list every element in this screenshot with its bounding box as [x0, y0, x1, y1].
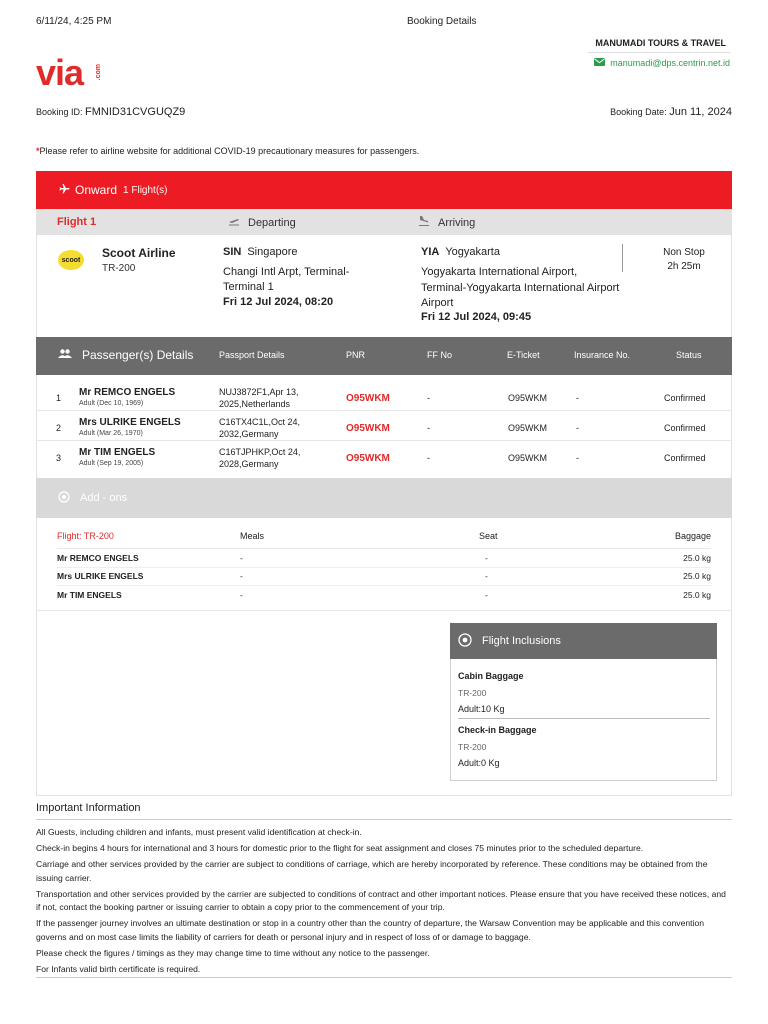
airline-flight-number: TR-200 — [102, 263, 136, 274]
stops-label: Non Stop — [663, 247, 705, 258]
addon-seat: - — [485, 590, 488, 600]
addon-meals: - — [240, 571, 243, 581]
info-line: Please check the figures / timings as they may change time to time without any notice to the passenger. — [36, 947, 430, 958]
departing-label: Departing — [248, 216, 296, 229]
passenger-status: Confirmed — [664, 423, 706, 433]
flight-inclusions-header — [450, 623, 717, 659]
departing-header — [228, 216, 296, 229]
passenger-ff: - — [427, 393, 430, 403]
arrival-city-name: Yogyakarta — [445, 246, 500, 258]
passenger-dob: Adult (Dec 10, 1969) — [79, 400, 144, 407]
arrival-time: Fri 12 Jul 2024, 09:45 — [421, 311, 532, 323]
cabin-baggage-flight: TR-200 — [458, 688, 487, 698]
passenger-passport: C16TX4C1L,Oct 24, 2032,Germany — [219, 417, 301, 439]
print-datetime: 6/11/24, 4:25 PM — [36, 16, 112, 27]
flight-number-label: Flight 1 — [57, 216, 97, 228]
table-row — [36, 441, 732, 471]
addon-passenger: Mr REMCO ENGELS — [57, 553, 139, 563]
passenger-dob: Adult (Mar 26, 1970) — [79, 430, 143, 437]
passenger-eticket: O95WKM — [508, 393, 548, 403]
info-line: If the passenger journey involves an ultimate destination or stop in a country other than the country of departure, the Warsaw Convention may be applicable and this convention governs and on most case limits the liability of carriers for death or personal injury and in respect of loss of or damage to baggage. — [36, 918, 705, 942]
checkin-baggage-title: Check-in Baggage — [458, 725, 537, 735]
departure-time: Fri 12 Jul 2024, 08:20 — [223, 296, 334, 308]
arriving-header — [418, 215, 475, 230]
footer-divider — [36, 977, 732, 978]
agency-divider — [588, 52, 730, 53]
landing-icon — [418, 215, 430, 230]
addon-seat: - — [485, 553, 488, 563]
flight-stops — [640, 246, 728, 274]
departure-city-name: Singapore — [247, 246, 298, 258]
onward-label: Onward — [75, 183, 118, 197]
arrival-city — [421, 246, 500, 258]
agency-name: MANUMADI TOURS & TRAVEL — [595, 38, 726, 48]
passenger-details-label: Passenger(s) Details — [82, 348, 194, 362]
table-row — [36, 411, 732, 441]
important-info-body — [36, 826, 726, 979]
passenger-pnr: O95WKM — [346, 453, 390, 464]
passenger-pnr: O95WKM — [346, 393, 390, 404]
addons-col-baggage: Baggage — [674, 531, 711, 541]
addon-icon — [58, 491, 70, 506]
stops-divider — [622, 244, 623, 272]
addon-passenger: Mr TIM ENGELS — [57, 590, 122, 600]
passenger-number: 2 — [56, 423, 62, 433]
passenger-dob: Adult (Sep 19, 2005) — [79, 460, 144, 467]
passenger-insurance: - — [576, 423, 579, 433]
airline-name: Scoot Airline — [102, 246, 176, 260]
booking-id — [36, 106, 185, 118]
flight-inclusions-title: Flight Inclusions — [482, 635, 561, 647]
passenger-eticket: O95WKM — [508, 453, 548, 463]
addon-passenger: Mrs ULRIKE ENGELS — [57, 571, 144, 581]
passenger-eticket: O95WKM — [508, 423, 548, 433]
passenger-insurance: - — [576, 453, 579, 463]
booking-id-label: Booking ID: — [36, 107, 83, 117]
agency-email-text: manumadi@dps.centrin.net.id — [610, 58, 730, 68]
col-ff: FF No — [427, 350, 453, 360]
via-logo: via — [36, 52, 84, 93]
table-row — [57, 567, 711, 586]
addon-meals: - — [240, 590, 243, 600]
arrival-airport: Yogyakarta International Airport, Terminal-Yogyakarta International Airport Airport — [421, 266, 620, 309]
addon-seat: - — [485, 571, 488, 581]
scoot-logo: scoot — [58, 250, 84, 270]
inclusions-divider — [458, 718, 710, 719]
table-row — [57, 549, 711, 568]
booking-id-value: FMNID31CVGUQZ9 — [85, 106, 186, 118]
passenger-details-title — [58, 348, 193, 362]
plane-icon — [58, 183, 71, 198]
important-info-title: Important Information — [36, 802, 141, 814]
arriving-label: Arriving — [438, 216, 476, 229]
col-passport: Passport Details — [219, 350, 285, 360]
passenger-name: Mr TIM ENGELS — [79, 447, 156, 458]
addon-meals: - — [240, 553, 243, 563]
departure-code: SIN — [223, 246, 242, 258]
addon-baggage: 25.0 kg — [683, 553, 711, 563]
col-insurance: Insurance No. — [574, 350, 631, 360]
arrival-code: YIA — [421, 246, 440, 258]
passenger-passport: NUJ3872F1,Apr 13, 2025,Netherlands — [219, 387, 299, 409]
onward-header — [36, 171, 732, 209]
departure-city — [223, 246, 298, 258]
addons-divider — [36, 610, 732, 611]
addons-col-seat: Seat — [479, 531, 498, 541]
print-title: Booking Details — [407, 16, 477, 27]
covid-text: Please refer to airline website for additional COVID-19 precautionary measures for passengers. — [39, 146, 420, 156]
mail-icon — [594, 58, 605, 68]
agency-email[interactable] — [594, 58, 730, 68]
passenger-insurance: - — [576, 393, 579, 403]
cabin-baggage-value: Adult:10 Kg — [458, 704, 505, 714]
users-icon — [58, 348, 72, 362]
checkin-baggage-flight: TR-200 — [458, 742, 487, 752]
inclusion-icon — [458, 633, 472, 650]
addons-title: Add - ons — [80, 492, 128, 504]
passenger-status: Confirmed — [664, 393, 706, 403]
cabin-baggage-title: Cabin Baggage — [458, 671, 524, 681]
booking-date — [610, 106, 732, 118]
covid-note — [36, 146, 419, 156]
table-row — [36, 381, 732, 411]
info-line: All Guests, including children and infants, must present valid identification at check-in. — [36, 827, 362, 837]
col-status: Status — [676, 350, 702, 360]
passenger-name: Mrs ULRIKE ENGELS — [79, 417, 181, 428]
info-line: For Infants valid birth certificate is required. — [36, 963, 201, 974]
passenger-name: Mr REMCO ENGELS — [79, 387, 176, 398]
info-line: Transportation and other services provided by the carrier are subjected to conditions of contract and other important notices. Please ensure that you have received these notices, and if not, contact the booking partner or issuing carrier to obtain a copy prior to the commencement of your trip. — [36, 888, 726, 912]
addon-baggage: 25.0 kg — [683, 571, 711, 581]
passenger-passport: C16TJPHKP,Oct 24, 2028,Germany — [219, 447, 301, 469]
onward-count: 1 Flight(s) — [123, 184, 168, 196]
passenger-number: 1 — [56, 393, 62, 403]
addon-baggage: 25.0 kg — [683, 590, 711, 600]
info-line: Carriage and other services provided by the carrier are subject to conditions of carriage, which are hereby incorporated by reference. These conditions may be obtained from the issuing carrier. — [36, 859, 708, 883]
addons-col-meals: Meals — [240, 531, 265, 541]
passenger-status: Confirmed — [664, 453, 706, 463]
booking-date-value: Jun 11, 2024 — [669, 106, 732, 118]
booking-date-label: Booking Date: — [610, 107, 667, 117]
departure-airport: Changi Intl Arpt, Terminal-Terminal 1 — [223, 266, 350, 293]
addons-flight: Flight: TR-200 — [57, 531, 114, 541]
addons-header — [36, 478, 732, 518]
col-eticket: E-Ticket — [507, 350, 540, 360]
passenger-table-header — [36, 337, 732, 375]
via-logo-suffix: .com — [95, 64, 102, 81]
table-row — [57, 586, 711, 605]
col-pnr: PNR — [346, 350, 366, 360]
important-info-divider — [36, 819, 732, 820]
takeoff-icon — [228, 216, 240, 229]
passenger-ff: - — [427, 453, 430, 463]
passenger-number: 3 — [56, 453, 62, 463]
covid-star: * — [36, 146, 40, 156]
passenger-ff: - — [427, 423, 430, 433]
passenger-pnr: O95WKM — [346, 423, 390, 434]
flight-bar — [36, 209, 732, 235]
info-line: Check-in begins 4 hours for international and 3 hours for domestic prior to the flight for seat assignment and closes 75 minutes prior to the scheduled departure. — [36, 843, 644, 853]
flight-duration: 2h 25m — [667, 261, 701, 272]
addons-table-header — [57, 531, 711, 549]
checkin-baggage-value: Adult:0 Kg — [458, 758, 500, 768]
